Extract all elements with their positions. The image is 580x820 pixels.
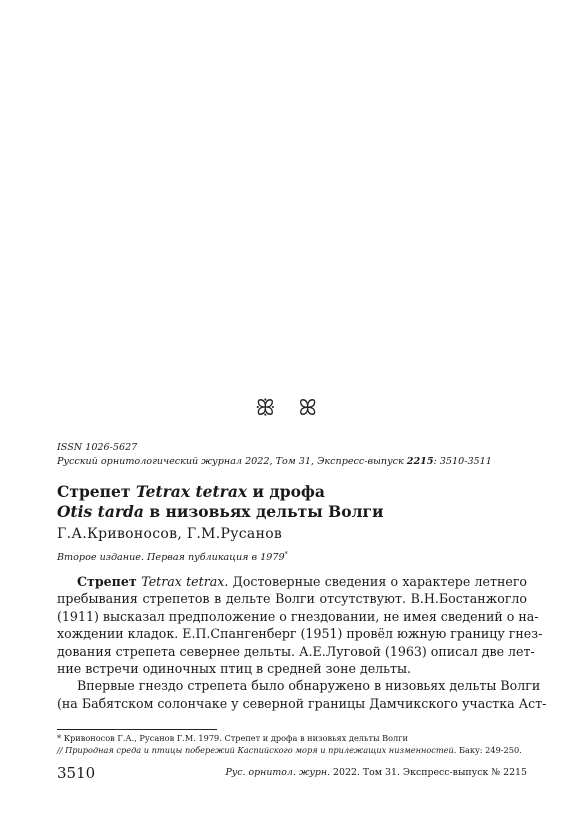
running-footer (226, 767, 527, 778)
title-part1: Стрепет (57, 482, 136, 501)
footnote-rule (57, 729, 217, 730)
edition-text: Второе издание. Первая публикация в 1979 (57, 552, 285, 564)
body-line: (на Бабятском солончаке у северной границы Дамчикского участка Аст- (57, 695, 547, 711)
authors: Г.А.Кривоносов, Г.М.Русанов (57, 526, 283, 542)
footnote-2 (57, 745, 522, 756)
journal-citation-prefix: Русский орнитологический журнал 2022, Том 31, Экспресс-выпуск (57, 456, 407, 467)
article-body (57, 573, 547, 712)
paragraph-2 (57, 677, 547, 712)
body-line: пребывания стрепетов в дельте Волги отсутствуют. В.Н.Бостанжогло (57, 591, 527, 607)
title-part3: в низовьях дельты Волги (143, 502, 384, 521)
page-number: 3510 (57, 764, 96, 782)
journal-issue-number: 2215 (406, 456, 434, 467)
footnote-2-pages: . Баку: 249-250. (453, 745, 522, 755)
body-line: Впервые гнездо стрепета было обнаружено в низовьях дельты Волги (77, 678, 541, 694)
section-lead-bold: Стрепет (77, 574, 142, 589)
journal-pages: : 3510-3511 (433, 456, 492, 467)
footnote-2-source: // Природная среда и птицы побережий Каспийского моря и прилежащих низменностей (57, 745, 454, 755)
body-line: Стрепет Tetrax tetrax. Достоверные сведения о характере летнего (77, 574, 528, 589)
title-species2: Otis tarda (57, 502, 144, 521)
body-line: хождении кладок. Е.П.Спангенберг (1951) провёл южную границу гнез- (57, 626, 543, 642)
running-footer-issue: 2022. Том 31. Экспресс-выпуск № 2215 (330, 767, 527, 778)
title-part2: и дрофа (247, 482, 325, 501)
footnote-1: * Кривоносов Г.А., Русанов Г.М. 1979. Стрепет и дрофа в низовьях дельты Волги (57, 733, 408, 743)
body-line: (1911) высказал предположение о гнездовании, не имея сведений о на- (57, 608, 539, 624)
section-lead-species: Tetrax tetrax. (141, 574, 229, 589)
title-species1: Tetrax tetrax (135, 482, 248, 501)
body-line: ние встречи одиночных птиц в средней зоне дельты. (57, 661, 412, 677)
paragraph-1 (57, 573, 543, 677)
running-footer-journal: Рус. орнитол. журн. (225, 767, 331, 778)
edition-footnote-mark: * (284, 551, 288, 558)
edition-note (57, 551, 288, 563)
body-line: дования стрепета севернее дельты. А.Е.Луговой (1963) описал две лет- (57, 643, 535, 659)
ornament-divider: ꕥ ꕤ (255, 396, 325, 421)
issn: ISSN 1026-5627 (57, 442, 138, 453)
article-title (57, 482, 527, 522)
journal-citation (57, 455, 527, 469)
